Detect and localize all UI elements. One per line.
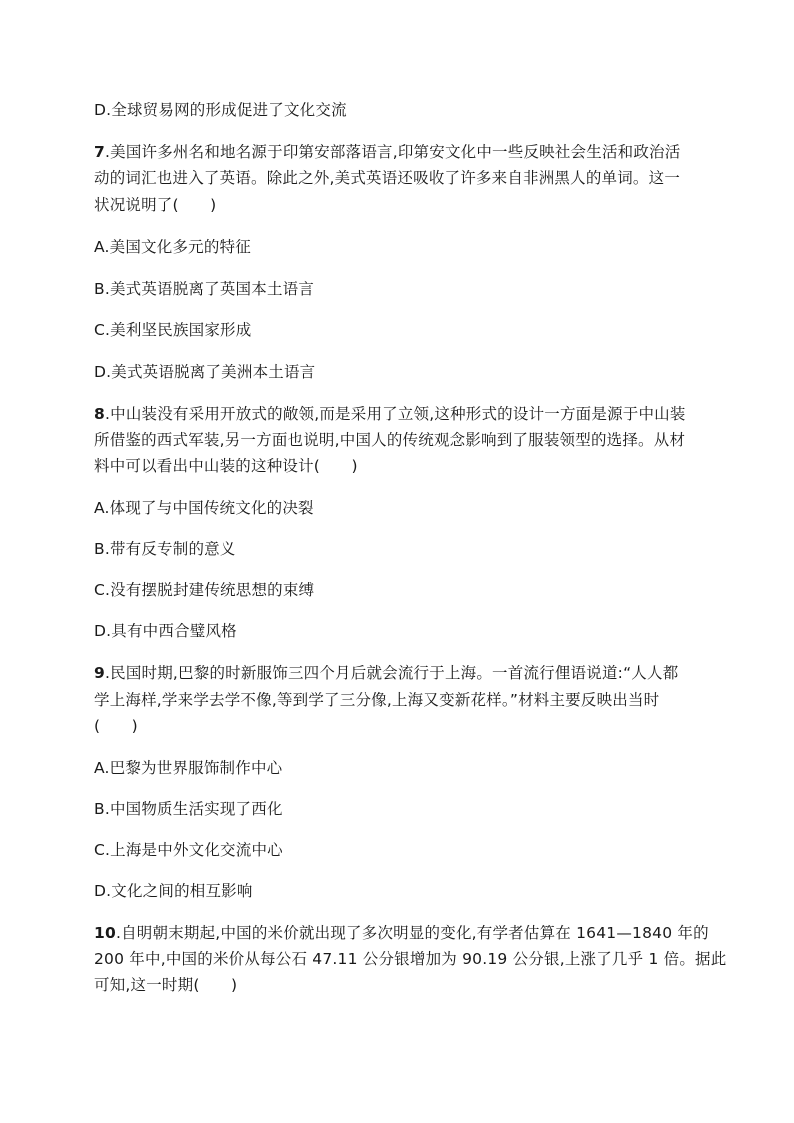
question-7-stem-line-1 [94, 141, 734, 163]
stem-text: .自明朝末期起,中国的米价就出现了多次明显的变化,有学者估算在 1641—1840 年的 [115, 924, 709, 942]
question-9-option-c: C.上海是中外文化交流中心 [94, 841, 283, 859]
question-9-stem-line-2: 学上海样,学来学去学不像,等到学了三分像,上海又变新花样。”材料主要反映出当时 [94, 691, 660, 709]
question-7-option-a: A.美国文化多元的特征 [94, 238, 251, 256]
question-9-stem-line-3: ( ) [94, 717, 138, 735]
option-d: D.全球贸易网的形成促进了文化交流 [94, 101, 347, 119]
question-number: 9 [94, 664, 105, 682]
question-10-stem-line-3: 可知,这一时期( ) [94, 976, 238, 994]
question-number: 10 [94, 924, 116, 942]
stem-text: .美国许多州名和地名源于印第安部落语言,印第安文化中一些反映社会生活和政治活 [105, 143, 681, 161]
question-8-option-b: B.带有反专制的意义 [94, 540, 236, 558]
stem-text: .中山装没有采用开放式的敞领,而是采用了立领,这种形式的设计一方面是源于中山装 [105, 405, 686, 423]
question-7-option-c: C.美利坚民族国家形成 [94, 321, 252, 339]
question-10-stem-line-2: 200 年中,中国的米价从每公石 47.11 公分银增加为 90.19 公分银,上涨了几乎 1 倍。据此 [94, 950, 727, 968]
stem-text: .民国时期,巴黎的时新服饰三四个月后就会流行于上海。一首流行俚语说道:“人人都 [105, 664, 679, 682]
question-7-option-b: B.美式英语脱离了英国本土语言 [94, 280, 315, 298]
question-number: 7 [94, 143, 105, 161]
question-8-stem-line-3: 料中可以看出中山装的这种设计( ) [94, 457, 358, 475]
question-7-stem-line-2: 动的词汇也进入了英语。除此之外,美式英语还吸收了许多来自非洲黑人的单词。这一 [94, 169, 681, 187]
question-9-stem-line-1 [94, 662, 734, 684]
question-7-stem-line-3: 状况说明了( ) [94, 196, 217, 214]
question-8-option-a: A.体现了与中国传统文化的决裂 [94, 499, 314, 517]
question-9-option-d: D.文化之间的相互影响 [94, 882, 253, 900]
question-9-option-a: A.巴黎为世界服饰制作中心 [94, 759, 283, 777]
question-8-option-c: C.没有摆脱封建传统思想的束缚 [94, 581, 315, 599]
question-10-stem-line-1 [94, 922, 734, 944]
question-7-option-d: D.美式英语脱离了美洲本土语言 [94, 363, 316, 381]
question-number: 8 [94, 405, 105, 423]
question-8-stem-line-1 [94, 403, 734, 425]
question-8-stem-line-2: 所借鉴的西式军装,另一方面也说明,中国人的传统观念影响到了服装领型的选择。从材 [94, 431, 686, 449]
question-9-option-b: B.中国物质生活实现了西化 [94, 800, 283, 818]
question-8-option-d: D.具有中西合璧风格 [94, 622, 237, 640]
